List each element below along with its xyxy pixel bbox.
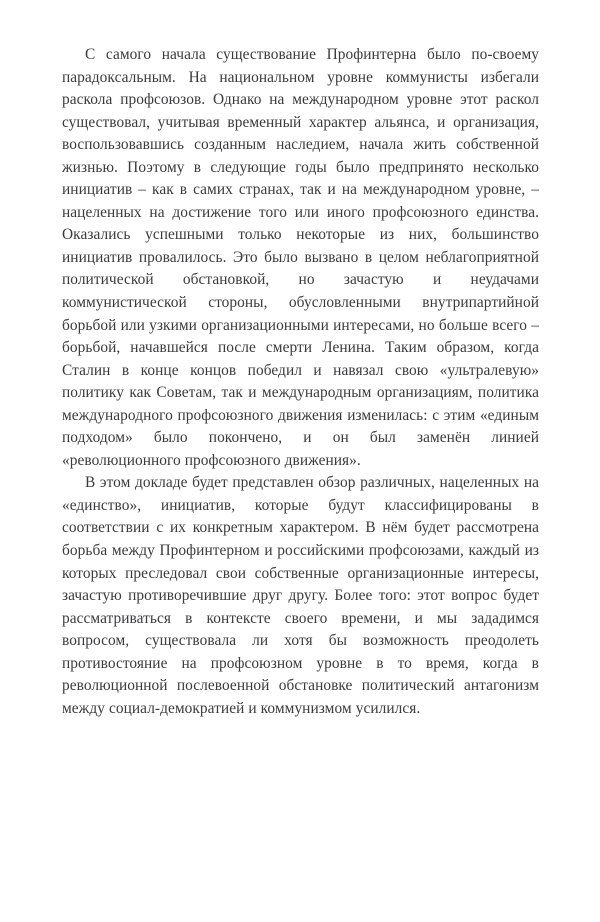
paragraph-2: В этом докладе будет представлен обзор различных, нацеленных на «единство», инициатив, которые будут классифицированы в соответствии с их конкретным характером. В нём будет рассмотрена борьба между Профинтерном и российскими профсоюзами, каждый из которых преследовал свои собственные организационные интересы, зачастую противоречившие друг другу. Более того: этот вопрос будет рассматриваться в контексте своего времени, и мы зададимся вопросом, существовала ли хотя бы возможность преодолеть противостояние на профсоюзном уровне в то время, когда в революционной послевоенной обстановке политический антагонизм между социал-демократией и коммунизмом усилился. <box>62 474 539 717</box>
body-text-block <box>62 44 539 720</box>
paragraph-1: С самого начала существование Профинтерна было по-своему парадоксальным. На национальном уровне коммунисты избегали раскола профсоюзов. Однако на международном уровне этот раскол существовал, учитывая временный характер альянса, и организация, воспользовавшись созданным наследием, начала жить собственной жизнью. Поэтому в следующие годы было предпринято несколько инициатив – как в самих странах, так и на международном уровне, – нацеленных на достижение того или иного профсоюзного единства. Оказались успешными только некоторые из них, большинство инициатив провалилось. Это было вызвано в целом неблагоприятной политической обстановкой, но зачастую и неудачами коммунистической стороны, обусловленными внутрипартийной борьбой или узкими организационными интересами, но больше всего – борьбой, начавшейся после смерти Ленина. Таким образом, когда Сталин в конце концов победил и навязал свою «ультралевую» политику как Советам, так и международным организациям, политика международного профсоюзного движения изменилась: с этим «единым подходом» было покончено, и он был заменён линией «революционного профсоюзного движения». <box>62 46 539 469</box>
